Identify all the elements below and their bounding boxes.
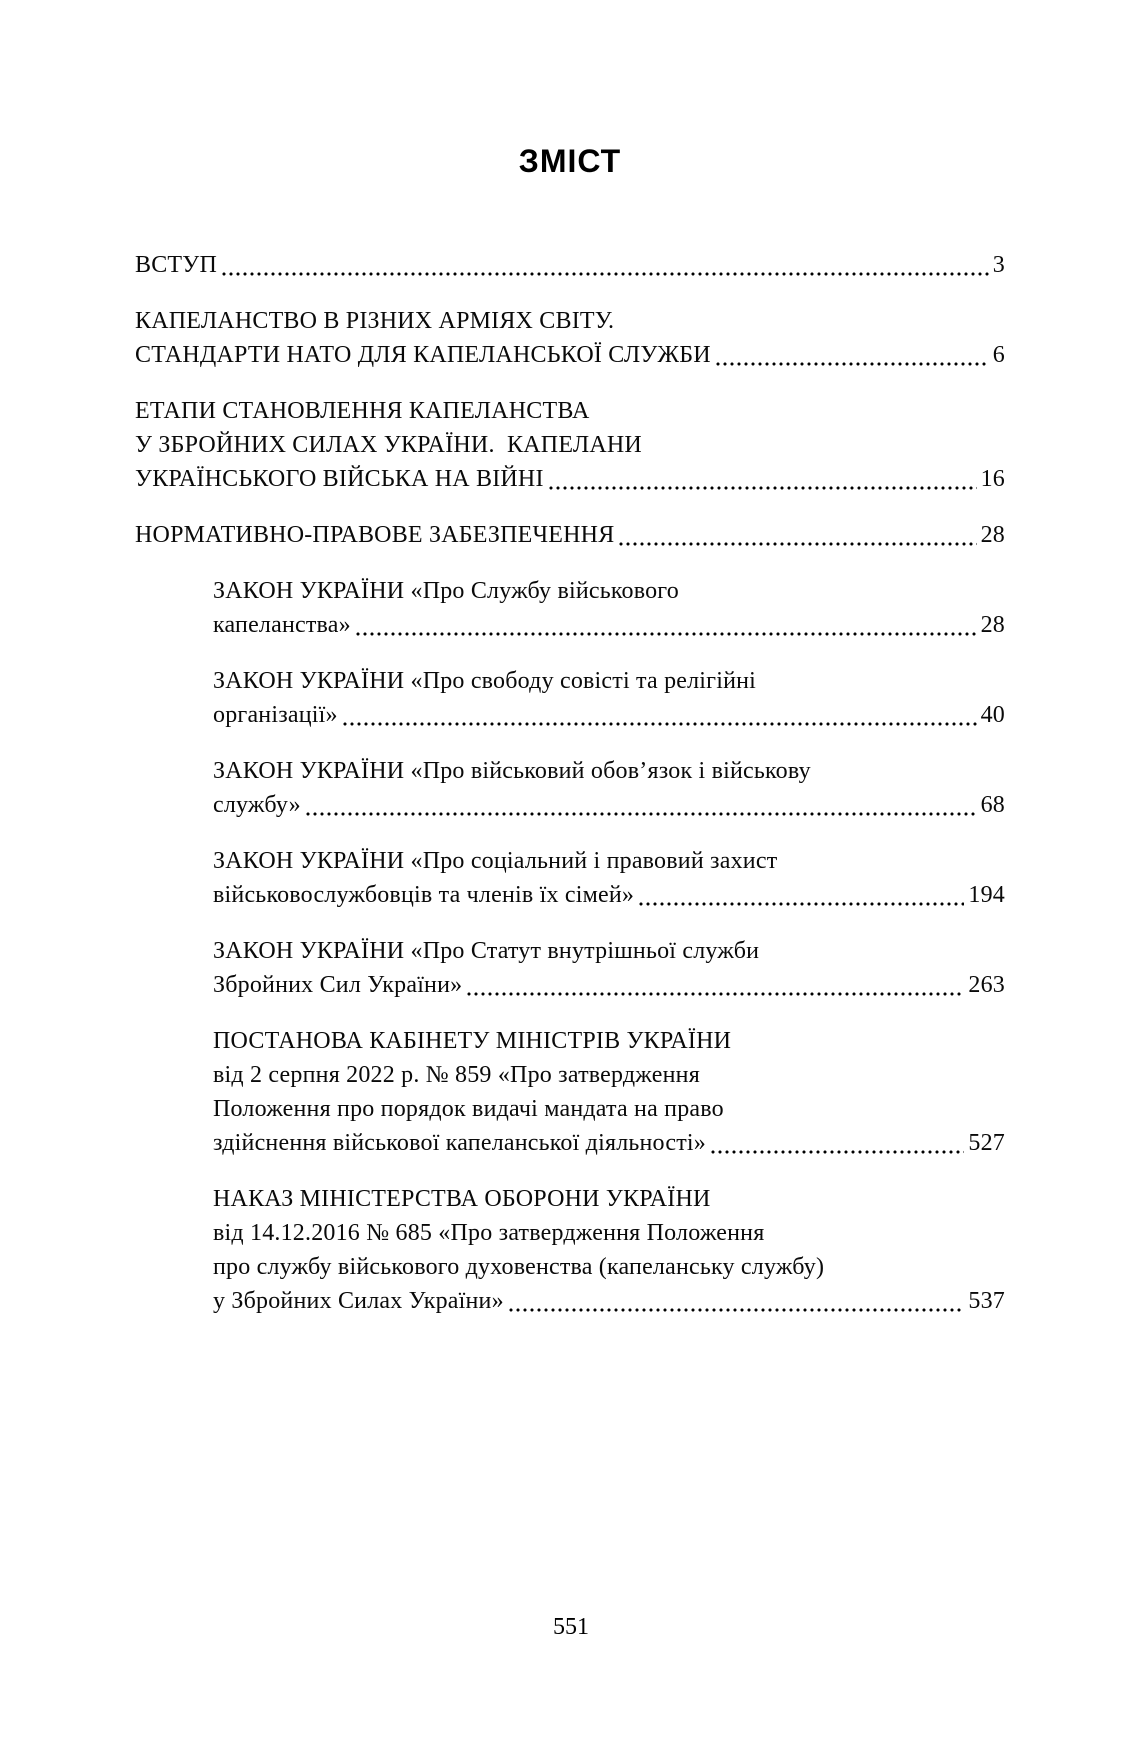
dot-leader (637, 878, 966, 912)
toc-entry-page-number: 68 (980, 792, 1005, 818)
toc-entry-line (213, 844, 1005, 878)
toc-entry-text: ЕТАПИ СТАНОВЛЕННЯ КАПЕЛАНСТВА (135, 398, 590, 424)
toc-entry-page-number: 16 (980, 466, 1005, 492)
toc-entry-page-number: 6 (992, 342, 1005, 368)
toc-entry (135, 844, 1005, 912)
toc-entry-text: про службу військового духовенства (капеланську службу) (213, 1254, 825, 1280)
toc-entry-text: ВСТУП (135, 252, 217, 278)
toc-entry-line (213, 968, 1005, 1002)
toc-entry-text: ЗАКОН УКРАЇНИ «Про військовий обов’язок і військову (213, 758, 811, 784)
toc-entry-page-number: 28 (980, 612, 1005, 638)
toc-entry-line (135, 428, 1005, 462)
toc-entry-text: від 2 серпня 2022 р. № 859 «Про затвердження (213, 1062, 700, 1088)
toc-entry-text: у Збройних Силах України» (213, 1288, 504, 1314)
toc-entry-text: Збройних Сил України» (213, 972, 463, 998)
document-page (0, 140, 1142, 1755)
toc-entry-line (213, 878, 1005, 912)
toc-entry-text: ЗАКОН УКРАЇНИ «Про соціальний і правовий захист (213, 848, 778, 874)
toc-entry-text: НАКАЗ МІНІСТЕРСТВА ОБОРОНИ УКРАЇНИ (213, 1186, 711, 1212)
toc-entry-line (135, 338, 1005, 372)
dot-leader (547, 462, 979, 496)
toc-entry (135, 1024, 1005, 1160)
toc-entry-page-number: 194 (968, 882, 1005, 908)
toc-entry (135, 518, 1005, 552)
toc-entry-line (213, 1024, 1005, 1058)
toc-list (135, 248, 1005, 1318)
toc-entry-text: УКРАЇНСЬКОГО ВІЙСЬКА НА ВІЙНІ (135, 466, 544, 492)
toc-entry-text: капеланства» (213, 612, 351, 638)
dot-leader (617, 518, 978, 552)
dot-leader (709, 1126, 966, 1160)
toc-entry-line (213, 1058, 1005, 1092)
toc-entry-text: від 14.12.2016 № 685 «Про затвердження Положення (213, 1220, 765, 1246)
toc-entry-text: здійснення військової капеланської діяльності» (213, 1130, 706, 1156)
toc-entry-page-number: 3 (992, 252, 1005, 278)
toc-entry-text: НОРМАТИВНО-ПРАВОВЕ ЗАБЕЗПЕЧЕННЯ (135, 522, 615, 548)
toc-entry-text: ЗАКОН УКРАЇНИ «Про Службу військового (213, 578, 679, 604)
dot-leader (465, 968, 966, 1002)
dot-leader (354, 608, 979, 642)
toc-entry-line (213, 1092, 1005, 1126)
dot-leader (507, 1284, 967, 1318)
toc-title: ЗМІСТ (518, 143, 622, 179)
dot-leader (341, 698, 979, 732)
toc-entry (135, 304, 1005, 372)
toc-entry-page-number: 40 (980, 702, 1005, 728)
toc-entry-line (213, 934, 1005, 968)
toc-entry-text: У ЗБРОЙНИХ СИЛАХ УКРАЇНИ. КАПЕЛАНИ (135, 432, 642, 458)
toc-entry (135, 394, 1005, 496)
toc-entry (135, 1182, 1005, 1318)
toc-entry (135, 664, 1005, 732)
toc-entry-text: ЗАКОН УКРАЇНИ «Про Статут внутрішньої служби (213, 938, 760, 964)
toc-entry-line (213, 1126, 1005, 1160)
toc-entry-line (135, 462, 1005, 496)
toc-entry-text: СТАНДАРТИ НАТО ДЛЯ КАПЕЛАНСЬКОЇ СЛУЖБИ (135, 342, 711, 368)
toc-entry-line (135, 394, 1005, 428)
toc-entry-line (213, 608, 1005, 642)
toc-entry-page-number: 537 (968, 1288, 1005, 1314)
toc-entry-line (213, 664, 1005, 698)
toc-entry-line (213, 1216, 1005, 1250)
toc-entry-text: Положення про порядок видачі мандата на право (213, 1096, 724, 1122)
toc-entry-line (213, 1284, 1005, 1318)
toc-entry-line (213, 788, 1005, 822)
toc-entry-text: військовослужбовців та членів їх сімей» (213, 882, 635, 908)
dot-leader (714, 338, 991, 372)
toc-entry (135, 934, 1005, 1002)
toc-entry-line (135, 304, 1005, 338)
toc-entry-text: службу» (213, 792, 301, 818)
toc-entry-page-number: 527 (968, 1130, 1005, 1156)
toc-entry-line (213, 698, 1005, 732)
toc-entry (135, 248, 1005, 282)
toc-entry-line (213, 1182, 1005, 1216)
toc-entry-text: ПОСТАНОВА КАБІНЕТУ МІНІСТРІВ УКРАЇНИ (213, 1028, 732, 1054)
toc-entry-page-number: 28 (980, 522, 1005, 548)
toc-entry-line (135, 518, 1005, 552)
dot-leader (220, 248, 991, 282)
dot-leader (304, 788, 979, 822)
toc-entry-page-number: 263 (968, 972, 1005, 998)
toc-entry-text: ЗАКОН УКРАЇНИ «Про свободу совісті та релігійні (213, 668, 757, 694)
toc-entry-line (213, 574, 1005, 608)
toc-entry-line (213, 1250, 1005, 1284)
toc-entry (135, 754, 1005, 822)
page-number: 551 (553, 1614, 589, 1640)
toc-entry-line (213, 754, 1005, 788)
toc-entry-text: КАПЕЛАНСТВО В РІЗНИХ АРМІЯХ СВІТУ. (135, 308, 615, 334)
toc-entry-text: організації» (213, 702, 338, 728)
toc-entry (135, 574, 1005, 642)
toc-entry-line (135, 248, 1005, 282)
